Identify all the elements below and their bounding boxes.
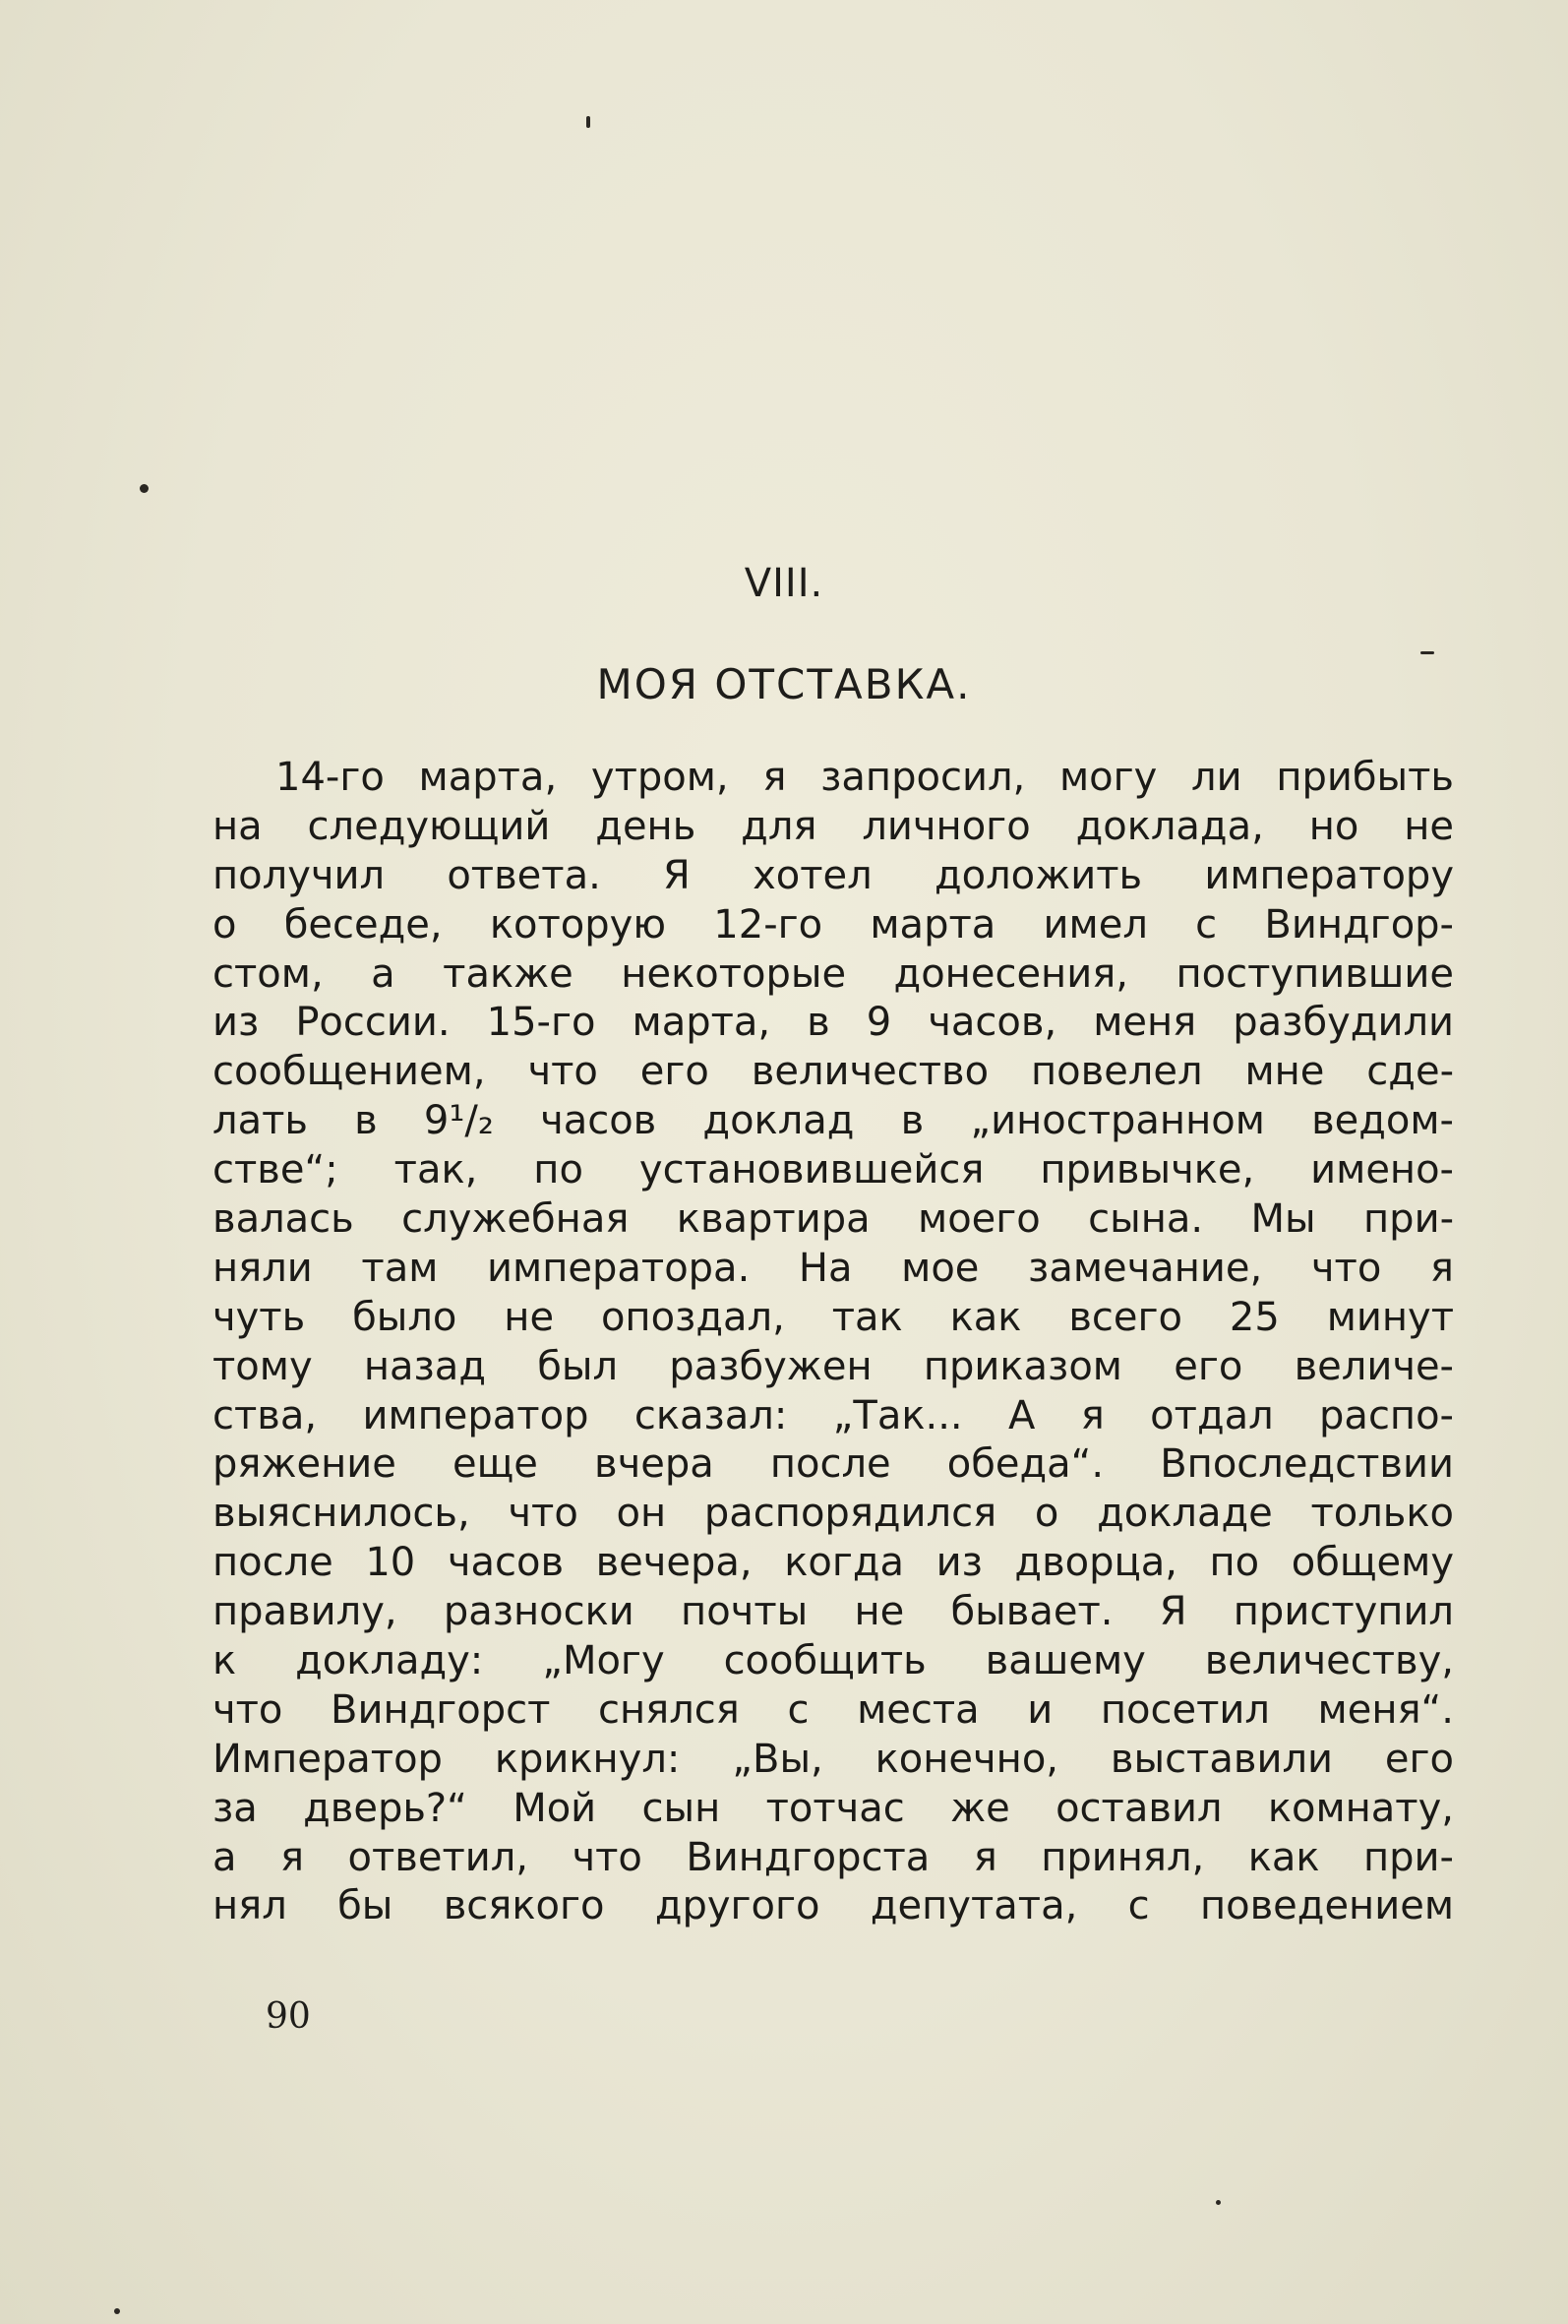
text-line: тому назад был разбужен приказом его величе-	[212, 1343, 1454, 1389]
text-line: сообщением, что его величество повелел мне сде-	[212, 1049, 1454, 1095]
ink-speck	[1420, 651, 1434, 654]
chapter-title: МОЯ ОТСТАВКА.	[596, 660, 972, 708]
ink-speck	[1216, 2200, 1221, 2205]
text-line: 14-го марта, утром, я запросил, могу ли прибыть	[275, 755, 1454, 800]
text-line: из России. 15-го марта, в 9 часов, меня разбудили	[212, 1000, 1454, 1046]
text-line: стом, а также некоторые донесения, поступившие	[212, 950, 1454, 997]
ink-speck	[586, 116, 590, 128]
text-line: получил ответа. Я хотел доложить императору	[212, 852, 1454, 898]
text-line: ства, император сказал: „Так... А я отдал распо-	[212, 1392, 1454, 1438]
text-line: ряжение еще вчера после обеда“. Впоследствии	[212, 1441, 1454, 1488]
chapter-number: VIII.	[744, 561, 824, 606]
text-line: к докладу: „Могу сообщить вашему величеству,	[212, 1638, 1454, 1684]
text-line: валась служебная квартира моего сына. Мы при-	[212, 1196, 1454, 1243]
ink-speck	[114, 2308, 120, 2314]
text-line: чуть было не опоздал, так как всего 25 минут	[212, 1294, 1454, 1340]
text-line: за дверь?“ Мой сын тотчас же оставил комнату,	[212, 1785, 1454, 1831]
text-line: выяснилось, что он распорядился о докладе только	[212, 1491, 1454, 1537]
text-line: о беседе, которую 12-го марта имел с Виндгор-	[212, 901, 1454, 948]
text-line: а я ответил, что Виндгорста я принял, как при-	[212, 1834, 1454, 1880]
text-line: на следующий день для личного доклада, но не	[212, 803, 1454, 849]
text-line: Император крикнул: „Вы, конечно, выставили его	[212, 1736, 1454, 1782]
text-line: стве“; так, по установившейся привычке, имено-	[212, 1147, 1454, 1193]
text-line: няли там императора. На мое замечание, что я	[212, 1245, 1454, 1291]
page-number: 90	[266, 1996, 311, 2037]
ink-speck	[140, 484, 149, 493]
chapter-paragraph	[212, 754, 1454, 1931]
text-line: лать в 9¹/₂ часов доклад в „иностранном ведом-	[212, 1098, 1454, 1144]
text-line: правилу, разноски почты не бывает. Я приступил	[212, 1589, 1454, 1635]
text-line: что Виндгорст снялся с места и посетил меня“.	[212, 1686, 1454, 1733]
text-line: нял бы всякого другого депутата, с поведением	[212, 1883, 1454, 1929]
text-line: после 10 часов вечера, когда из дворца, по общему	[212, 1540, 1454, 1586]
